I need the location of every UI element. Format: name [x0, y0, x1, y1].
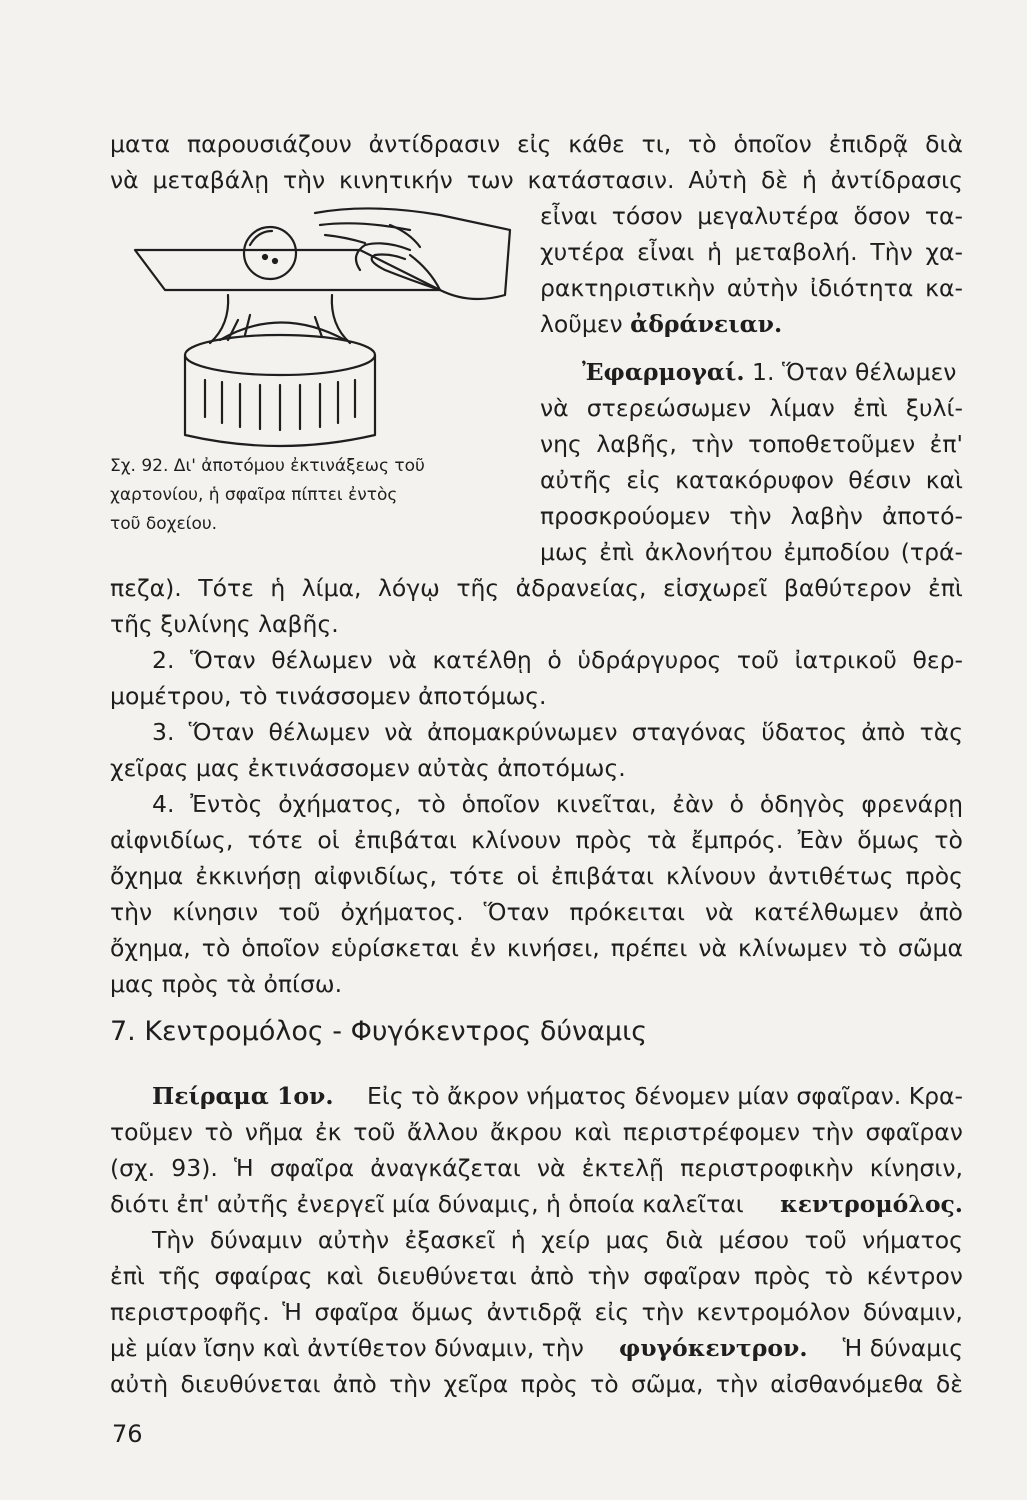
figure-caption-line: Σχ. 92. Δι' ἀποτόμου ἐκτινάξεως τοῦ: [110, 456, 425, 476]
section-heading: 7. Κεντρομόλος - Φυγόκεντρος δύναμις: [110, 1016, 648, 1047]
term-fygokentron: φυγόκεντρον.: [618, 1334, 808, 1362]
text-line: διότι ἐπ' αὐτῆς ἐνεργεῖ μία δύναμις, ἡ ὁποία καλεῖται κεντρομόλος.: [110, 1186, 963, 1222]
text-line: μὲ μίαν ἴσην καὶ ἀντίθετον δύναμιν, τὴν φυγόκεντρον. Ἡ δύναμις: [110, 1330, 963, 1366]
text-line: τὴν κίνησιν τοῦ ὀχήματος. Ὅταν πρόκειται νὰ κατέλθωμεν ἀπὸ: [110, 898, 963, 926]
term-kentromolos: κεντρομόλος.: [780, 1190, 963, 1218]
text-line: νὰ στερεώσωμεν λίμαν ἐπὶ ξυλί-: [540, 394, 963, 422]
text-line: περιστροφῆς. Ἡ σφαῖρα ὅμως ἀντιδρᾷ εἰς τὴν κεντρομόλον δύναμιν,: [110, 1298, 963, 1326]
text-line: Τὴν δύναμιν αὐτὴν ἐξασκεῖ ἡ χείρ μας διὰ μέσου τοῦ νήματος: [152, 1226, 963, 1254]
text-line: ὄχημα, τὸ ὁποῖον εὑρίσκεται ἐν κινήσει, πρέπει νὰ κλίνωμεν τὸ σῶμα: [110, 934, 963, 962]
text-line: μας πρὸς τὰ ὀπίσω.: [110, 970, 343, 998]
text-line: χυτέρα εἶναι ἡ μεταβολή. Τὴν χα-: [540, 238, 963, 266]
figure-caption-line: χαρτονίου, ἡ σφαῖρα πίπτει ἐντὸς: [110, 485, 398, 505]
text-line: (σχ. 93). Ἡ σφαῖρα ἀναγκάζεται νὰ ἐκτελῇ περιστροφικὴν κίνησιν,: [110, 1154, 963, 1182]
text-line: τοῦμεν τὸ νῆμα ἐκ τοῦ ἄλλου ἄκρου καὶ περιστρέφομεν τὴν σφαῖραν: [110, 1118, 963, 1146]
text-line: χεῖρας μας ἐκτινάσσομεν αὐτὰς ἀποτόμως.: [110, 754, 626, 782]
text-line: αὐτὴ διευθύνεται ἀπὸ τὴν χεῖρα πρὸς τὸ σῶμα, τὴν αἰσθανόμεθα δὲ: [110, 1370, 963, 1398]
text-line: αὐτῆς εἰς κατακόρυφον θέσιν καὶ: [540, 466, 963, 494]
text-line: ρακτηριστικὴν αὐτὴν ἰδιότητα κα-: [540, 274, 963, 302]
text-line: ἐπὶ τῆς σφαίρας καὶ διευθύνεται ἀπὸ τὴν σφαῖραν πρὸς τὸ κέντρον: [110, 1262, 963, 1290]
text-line: ὄχημα ἐκκινήσῃ αἰφνιδίως, τότε οἱ ἐπιβάται κλίνουν ἀντιθέτως πρὸς: [110, 862, 963, 890]
text-line: μομέτρου, τὸ τινάσσομεν ἀποτόμως.: [110, 682, 547, 710]
applications-label: Ἐφαρμογαί.: [582, 358, 745, 386]
term-adraneia: ἀδράνειαν.: [630, 310, 783, 338]
text-line: 4. Ἐντὸς ὀχήματος, τὸ ὁποῖον κινεῖται, ἐὰν ὁ ὁδηγὸς φρενάρῃ: [152, 790, 963, 818]
figure-92-illustration: [110, 195, 550, 450]
text-line: λοῦμεν ἀδράνειαν.: [540, 306, 963, 342]
text-line: εἶναι τόσον μεγαλυτέρα ὅσον τα-: [540, 202, 963, 230]
text-line: νης λαβῆς, τὴν τοποθετοῦμεν ἐπ': [540, 430, 963, 458]
text-line: νὰ μεταβάλῃ τὴν κινητικήν των κατάστασιν. Αὐτὴ δὲ ἡ ἀντίδρασις: [110, 166, 963, 194]
page-number: 76: [112, 1420, 143, 1448]
text-line: προσκρούομεν τὴν λαβὴν ἀποτό-: [540, 502, 963, 530]
text-line: πεζα). Τότε ἡ λίμα, λόγῳ τῆς ἀδρανείας, εἰσχωρεῖ βαθύτερον ἐπὶ: [110, 574, 963, 602]
text-line: 2. Ὅταν θέλωμεν νὰ κατέλθῃ ὁ ὑδράργυρος τοῦ ἰατρικοῦ θερ-: [152, 646, 963, 674]
text-line: 3. Ὅταν θέλωμεν νὰ ἀπομακρύνωμεν σταγόνας ὕδατος ἀπὸ τὰς: [152, 718, 963, 746]
text-line: Ἐφαρμογαί. 1. Ὅταν θέλωμεν: [540, 354, 963, 390]
text-line: τῆς ξυλίνης λαβῆς.: [110, 610, 339, 638]
text-line: αἰφνιδίως, τότε οἱ ἐπιβάται κλίνουν πρὸς τὰ ἔμπρός. Ἐὰν ὅμως τὸ: [110, 826, 963, 854]
figure-caption-line: τοῦ δοχείου.: [110, 514, 218, 534]
text-line: μως ἐπὶ ἀκλονήτου ἐμποδίου (τρά-: [540, 538, 963, 566]
text-line: ματα παρουσιάζουν ἀντίδρασιν εἰς κάθε τι, τὸ ὁποῖον ἐπιδρᾷ διὰ: [110, 130, 963, 158]
experiment-label: Πείραμα 1ον.: [152, 1082, 334, 1110]
text-line: Πείραμα 1ον. Εἰς τὸ ἄκρον νήματος δένομεν μίαν σφαῖραν. Κρα-: [110, 1078, 963, 1114]
